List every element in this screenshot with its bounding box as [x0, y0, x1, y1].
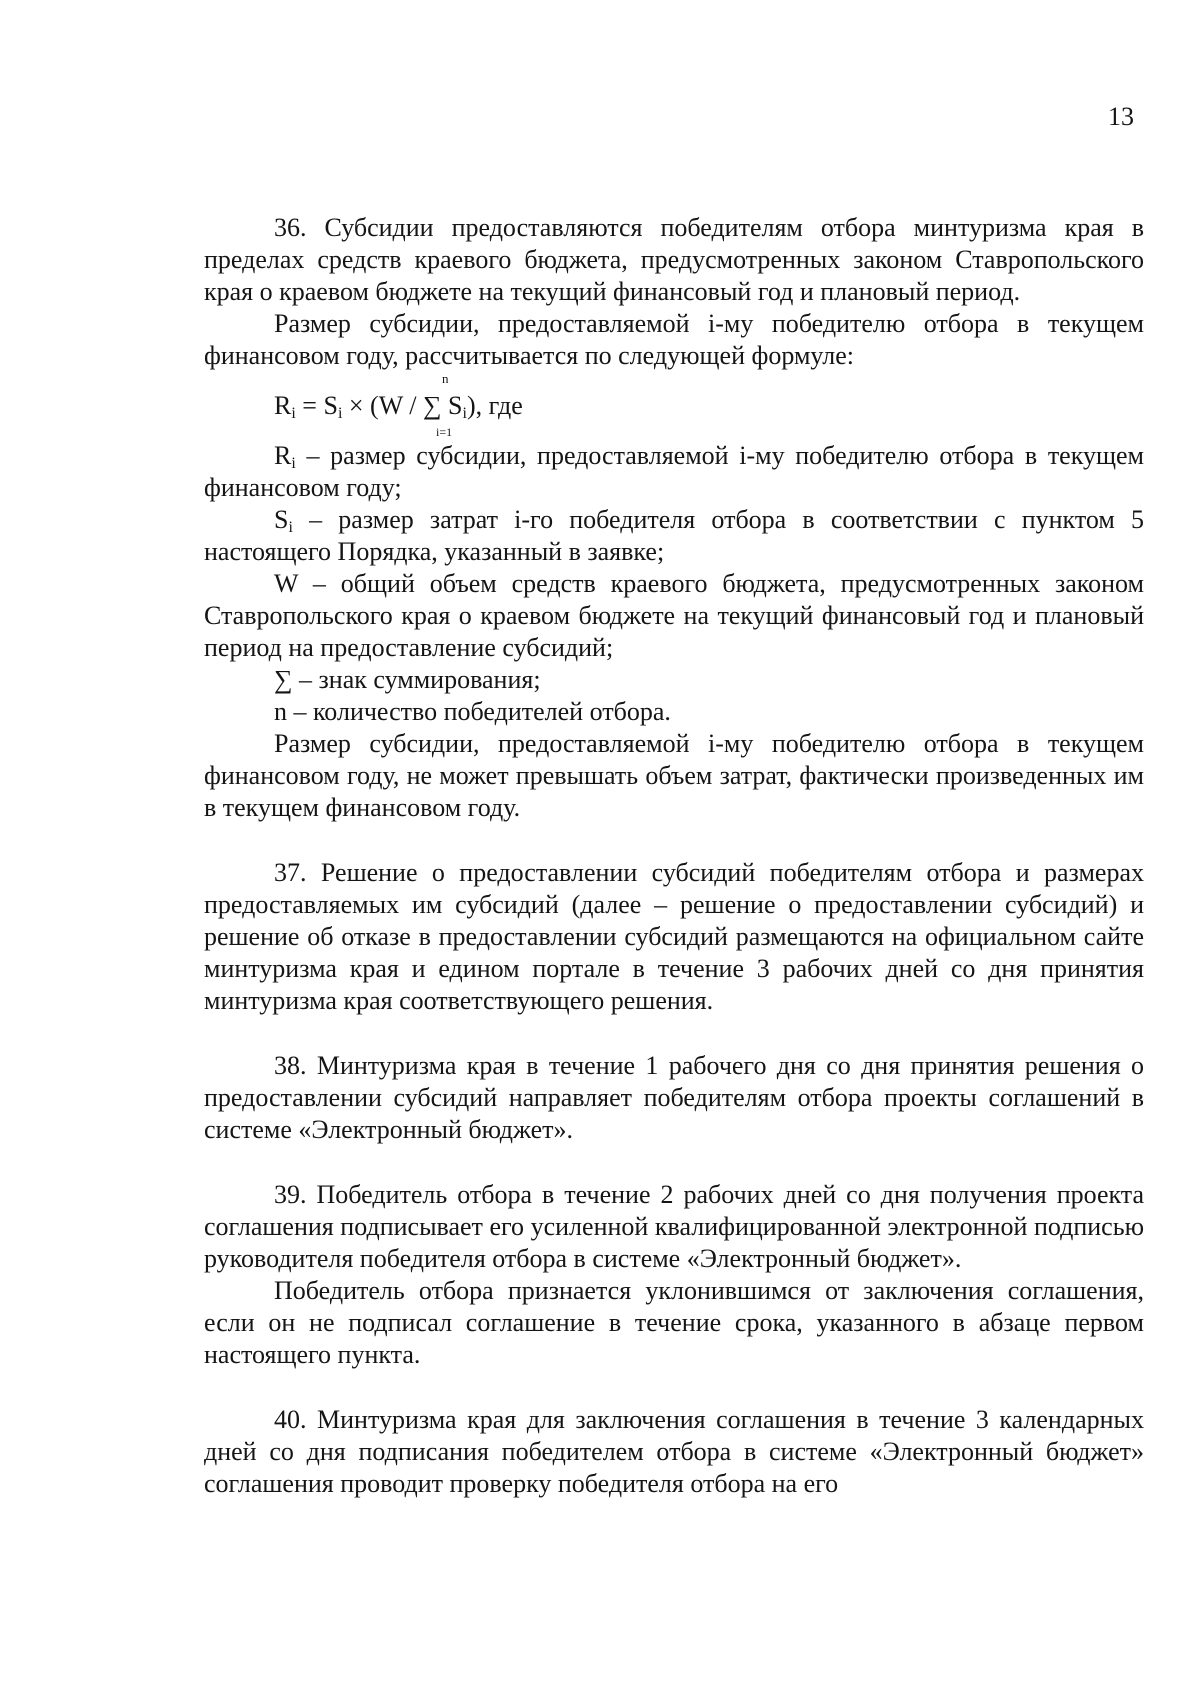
formula-intro: Размер субсидии, предоставляемой i-му победителю отбора в текущем финансовом году, рассчитывается по следующей формуле: [204, 309, 1144, 370]
subsidy-limit: Размер субсидии, предоставляемой i-му победителю отбора в текущем финансовом году, не может превышать объем затрат, фактически произведенных им в текущем финансовом году. [204, 729, 1144, 822]
definition-s: $S_i$ – размер затрат i-го победителя отбора в соответствии с пунктом 5 настоящего Порядка, указанный в заявке; [204, 505, 1144, 566]
paragraph-39-evasion: Победитель отбора признается уклонившимся от заключения соглашения, если он не подписал соглашение в течение срока, указанного в абзаце первом настоящего пункта. [204, 1276, 1144, 1369]
sum-upper-limit: n [442, 371, 449, 386]
paragraph-38: 38. Минтуризма края в течение 1 рабочего дня со дня принятия решения о предоставлении субсидий направляет победителям отбора проекты соглашений в системе «Электронный бюджет». [204, 1051, 1144, 1144]
paragraph-36: 36. Субсидии предоставляются победителям отбора минтуризма края в пределах средств краевого бюджета, предусмотренных законом Ставропольского края о краевом бюджете на текущий финансовый год и плановый период. [204, 213, 1144, 306]
document-body [204, 212, 1144, 1500]
definition-w: W – общий объем средств краевого бюджета, предусмотренных законом Ставропольского края о краевом бюджете на текущий финансовый год и плановый период на предоставление субсидий; [204, 569, 1144, 662]
formula-expression: $R_i = S_i \times (W$ / ∑ $S_i$), где [274, 391, 523, 422]
paragraph-39: 39. Победитель отбора в течение 2 рабочих дней со дня получения проекта соглашения подписывает его усиленной квалифицированной электронной подписью руководителя победителя отбора в системе «Электронный бюджет». [204, 1180, 1144, 1273]
definition-r: $R_i$ – размер субсидии, предоставляемой i-му победителю отбора в текущем финансовом году; [204, 441, 1144, 502]
paragraph-40: 40. Минтуризма края для заключения соглашения в течение 3 календарных дней со дня подписания победителем отбора в системе «Электронный бюджет» соглашения проводит проверку победителя отбора на его [204, 1405, 1144, 1498]
subsidy-formula [274, 372, 1144, 440]
definition-n: n – количество победителей отбора. [274, 697, 671, 726]
page-number: 13 [1108, 102, 1134, 131]
definition-sum: ∑ – знак суммирования; [274, 665, 541, 694]
sum-lower-limit: i=1 [436, 425, 453, 439]
paragraph-37: 37. Решение о предоставлении субсидий победителям отбора и размерах предоставляемых им субсидий (далее – решение о предоставлении субсидий) и решение об отказе в предоставлении субсидий размещаются на официальном сайте минтуризма края и едином портале в течение 3 рабочих дней со дня принятия минтуризма края соответствующего решения. [204, 858, 1144, 1015]
